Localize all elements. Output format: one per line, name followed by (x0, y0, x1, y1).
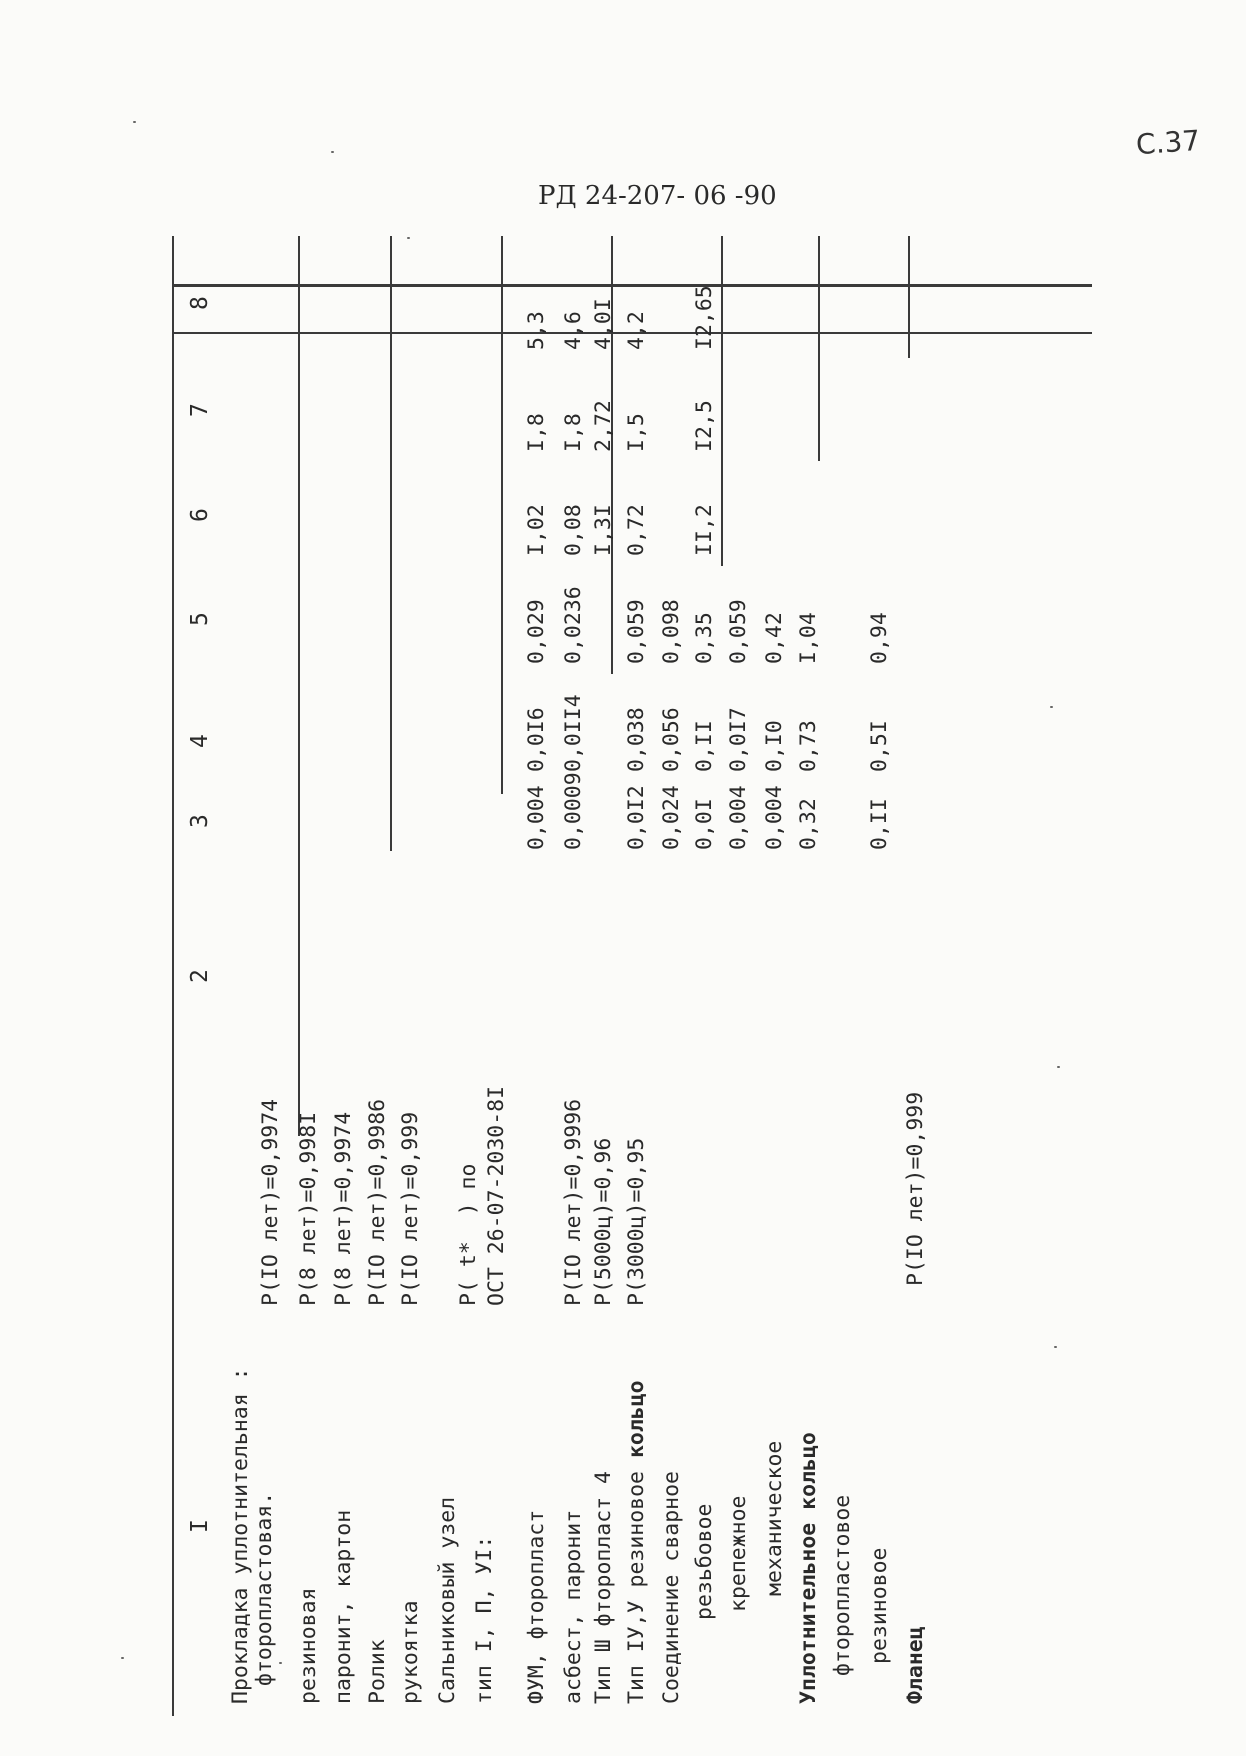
column-number: 6 (187, 508, 213, 522)
row-label: фторопластовое (830, 1494, 855, 1676)
table-cell: P(5000ц)=0,96 (591, 1137, 616, 1306)
table-cell: 0,0I7 (726, 707, 751, 772)
row-label: резиновое (867, 1547, 892, 1664)
table-cell: 0,059 (726, 599, 751, 664)
row-label: Ролик (365, 1639, 390, 1704)
table-cell: P(IO лет)=0,9974 (258, 1098, 283, 1306)
table-cell: I,04 (796, 612, 821, 664)
table-cell: I,02 (524, 504, 549, 556)
row-label-part: Тип IУ,У резиновое (624, 1458, 649, 1704)
scan-speck (133, 121, 136, 123)
table-rule (298, 236, 300, 1136)
table-cell: 5,3 (524, 311, 549, 350)
table-cell: ОСТ 26-07-2030-8I (484, 1085, 509, 1306)
table-cell: 4,2 (624, 311, 649, 350)
table-cell: 0,35 (692, 612, 717, 664)
table-cell: P( t* ) по (456, 1163, 481, 1306)
table-rule (172, 284, 1092, 287)
table-cell: P(IO лет)=0,999 (398, 1111, 423, 1306)
column-number: 3 (187, 814, 213, 828)
document-code: РД 24-207- 06 -90 (538, 181, 777, 211)
row-label: Тип Ш фторопласт 4 (591, 1471, 616, 1704)
table-cell: P(8 лет)=0,9974 (331, 1111, 356, 1306)
table-cell: 0,42 (762, 612, 787, 664)
table-cell: 0,004 (762, 785, 787, 850)
scan-speck (1050, 706, 1053, 708)
table-cell: P(IO лет)=0,999 (903, 1091, 928, 1286)
table-cell: 4,6 (561, 311, 586, 350)
table-cell: 4,0I (591, 298, 616, 350)
table-cell: I,5 (624, 413, 649, 452)
column-number: 7 (187, 403, 213, 417)
scan-speck (331, 151, 334, 153)
column-number: 5 (187, 612, 213, 626)
column-number: 8 (187, 296, 213, 310)
table-cell: 0,0I2 (624, 785, 649, 850)
row-label: Соединение сварное (659, 1471, 684, 1704)
column-number: 4 (187, 734, 213, 748)
column-number: I (187, 1519, 213, 1533)
row-label: Уплотнительное кольцо (796, 1432, 821, 1704)
row-label: механическое (762, 1440, 787, 1596)
table-cell: 0,72 (624, 504, 649, 556)
table-cell: 0,II (692, 720, 717, 772)
data-table (172, 236, 1092, 1716)
table-cell: 0,08 (561, 504, 586, 556)
row-label: Фланец (903, 1626, 928, 1704)
table-cell: I,8 (561, 413, 586, 452)
table-cell: 0,0I (692, 798, 717, 850)
row-label: тип I, П, УI: (472, 1535, 497, 1704)
table-cell: I,3I (591, 504, 616, 556)
scan-speck (1057, 1066, 1060, 1068)
table-rule (390, 236, 392, 851)
table-cell: 0,029 (524, 599, 549, 664)
table-cell: I2,65 (692, 285, 717, 350)
table-rule (908, 236, 910, 358)
scan-speck (121, 1657, 124, 1659)
row-label: Сальниковый узел (435, 1496, 460, 1704)
row-label: ФУМ, фторопласт (524, 1509, 549, 1704)
table-cell: 0,I0 (762, 720, 787, 772)
scan-speck (407, 237, 410, 239)
table-cell: I2,5 (692, 400, 717, 452)
table-cell: 0,038 (624, 707, 649, 772)
table-cell: 0,73 (796, 720, 821, 772)
table-cell: 0,098 (659, 599, 684, 664)
table-cell: 0,32 (796, 798, 821, 850)
table-cell: I,8 (524, 413, 549, 452)
table-cell: P(8 лет)=0,998I (296, 1111, 321, 1306)
column-number: 2 (187, 969, 213, 983)
table-cell: P(3000ц)=0,95 (624, 1137, 649, 1306)
table-cell: 0,0I6 (524, 707, 549, 772)
row-label: асбест, паронит (561, 1509, 586, 1704)
table-cell: 0,II (867, 798, 892, 850)
row-label: паронит, картон (331, 1509, 356, 1704)
table-cell: 0,024 (659, 785, 684, 850)
scan-speck (1054, 1346, 1057, 1348)
table-cell: 0,5I (867, 720, 892, 772)
table-cell: 0,94 (867, 612, 892, 664)
row-label: крепежное (726, 1495, 751, 1612)
page-number: С.37 (1134, 123, 1202, 162)
table-cell: 2,72 (591, 400, 616, 452)
table-cell: II,2 (692, 504, 717, 556)
table-cell: 0,0II4 (561, 694, 586, 772)
table-cell: 0,056 (659, 707, 684, 772)
row-label-emphasis: кольцо (624, 1380, 649, 1459)
row-label: фторопластовая. (252, 1491, 277, 1686)
row-label (618, 1380, 655, 1704)
table-rule (501, 236, 503, 794)
row-label: рукоятка (398, 1600, 423, 1704)
table-rule (818, 236, 820, 461)
table-cell: P(IO лет)=0,9986 (365, 1098, 390, 1306)
row-label: резиновая (296, 1587, 321, 1704)
table-cell: 0,0236 (561, 586, 586, 664)
table-cell: P(IO лет)=0,9996 (561, 1098, 586, 1306)
table-cell: 0,0009 (561, 772, 586, 850)
table-cell: 0,004 (726, 785, 751, 850)
row-label: резьбовое (692, 1503, 717, 1620)
row-label: Прокладка уплотнительная : (228, 1367, 253, 1704)
scan-speck (279, 1662, 282, 1664)
table-cell: 0,059 (624, 599, 649, 664)
table-rule (172, 236, 174, 1716)
table-cell: 0,004 (524, 785, 549, 850)
